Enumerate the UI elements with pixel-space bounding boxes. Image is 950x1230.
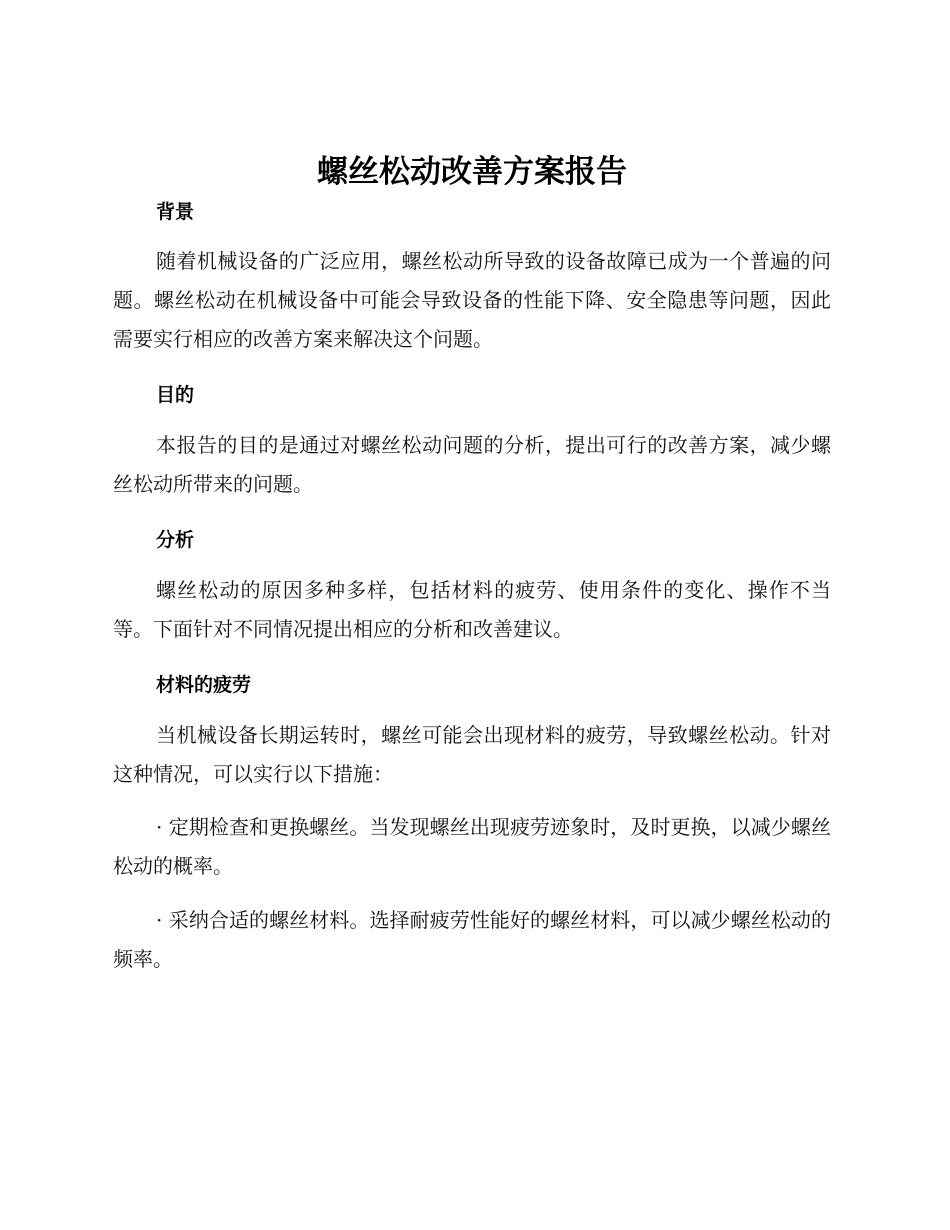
- section-heading-purpose: 目的: [156, 384, 195, 406]
- paragraph-purpose: 本报告的目的是通过对螺丝松动问题的分析，提出可行的改善方案，减少螺丝松动所带来的问题。: [113, 433, 831, 496]
- document-title: 螺丝松动改善方案报告: [317, 154, 627, 190]
- section-heading-material-fatigue: 材料的疲劳: [156, 674, 252, 696]
- section-heading-analysis: 分析: [156, 529, 195, 551]
- document-page: [113, 150, 831, 979]
- paragraph-analysis: 螺丝松动的原因多种多样，包括材料的疲劳、使用条件的变化、操作不当等。下面针对不同情况提出相应的分析和改善建议。: [113, 578, 831, 641]
- section-heading-background: 背景: [156, 201, 195, 223]
- bullet-item: · 采纳合适的螺丝材料。选择耐疲劳性能好的螺丝材料，可以减少螺丝松动的频率。: [113, 908, 831, 971]
- paragraph-material-fatigue: 当机械设备长期运转时，螺丝可能会出现材料的疲劳，导致螺丝松动。针对这种情况，可以实行以下措施：: [113, 723, 831, 786]
- paragraph-background: 随着机械设备的广泛应用，螺丝松动所导致的设备故障已成为一个普遍的问题。螺丝松动在机械设备中可能会导致设备的性能下降、安全隐患等问题，因此需要实行相应的改善方案来解决这个问题。: [113, 249, 831, 351]
- bullet-item: · 定期检查和更换螺丝。当发现螺丝出现疲劳迹象时，及时更换，以减少螺丝松动的概率。: [113, 815, 831, 878]
